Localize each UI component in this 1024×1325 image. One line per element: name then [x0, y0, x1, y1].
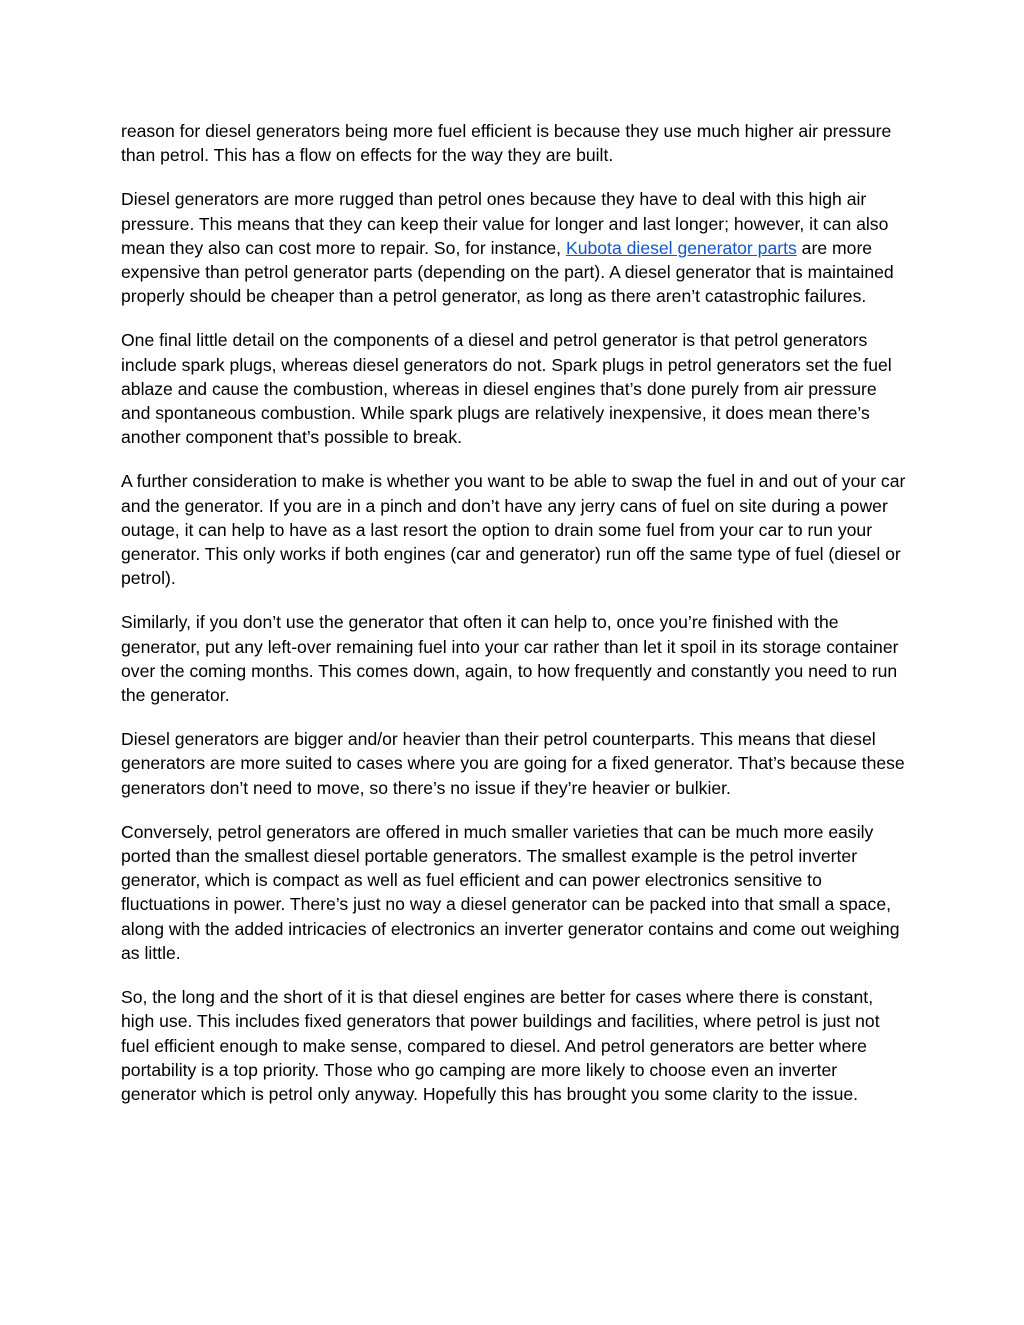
- paragraph-conclusion: So, the long and the short of it is that diesel engines are better for cases where there is constant, high use. This includes fixed generators that power buildings and facilities, where petrol is just not fuel efficient enough to make sense, compared to diesel. And petrol generators are better where portability is a top priority. Those who go camping are more likely to choose even an inverter generator which is petrol only anyway. Hopefully this has brought you some clarity to the issue.: [121, 987, 880, 1104]
- kubota-parts-link[interactable]: Kubota diesel generator parts: [565, 237, 797, 258]
- paragraph-ruggedness-text-end: are more expensive than petrol generator parts (depending on the part). A diesel generator that is maintained properly should be cheaper than a petrol generator, as long as there aren’t catastrophic failures.: [121, 237, 894, 307]
- paragraph-spark-plugs: One final little detail on the components of a diesel and petrol generator is that petrol generators include spark plugs, whereas diesel generators do not. Spark plugs in petrol generators set the fuel ablaze and cause the combustion, whereas in diesel engines that’s done purely from air pressure and spontaneous combustion. While spark plugs are relatively inexpensive, it does mean there’s another component that’s possible to break.: [121, 330, 892, 448]
- paragraph-portability: Conversely, petrol generators are offered in much smaller varieties that can be much more easily ported than the smallest diesel portable generators. The smallest example is the petrol inverter generator, which is compact as well as fuel efficient and can power electronics sensitive to fluctuations in power. There’s just no way a diesel generator can be packed into that small a space, along with the added intricacies of electronics an inverter generator contains and come out weighing as little.: [121, 821, 900, 963]
- paragraph-leftover-fuel: Similarly, if you don’t use the generator that often it can help to, once you’re finished with the generator, put any left-over remaining fuel into your car rather than let it spoil in its storage container over the coming months. This comes down, again, to how frequently and constantly you need to run the generator.: [121, 612, 899, 706]
- paragraph-fuel-efficiency: reason for diesel generators being more fuel efficient is because they use much higher air pressure than petrol. This has a flow on effects for the way they are built.: [121, 121, 892, 166]
- paragraph-ruggedness: [121, 187, 907, 308]
- paragraph-fuel-swap: A further consideration to make is whether you want to be able to swap the fuel in and out of your car and the generator. If you are in a pinch and don’t have any jerry cans of fuel on site during a power outage, it can help to have as a last resort the option to drain some fuel from your car to run your generator. This only works if both engines (car and generator) run off the same type of fuel (diesel or petrol).: [121, 471, 906, 589]
- document-page: [121, 119, 907, 1126]
- paragraph-size-weight: Diesel generators are bigger and/or heavier than their petrol counterparts. This means that diesel generators are more suited to cases where you are going for a fixed generator. That’s because these generators don’t need to move, so there’s no issue if they’re heavier or bulkier.: [121, 729, 905, 798]
- paragraph-ruggedness-text-start: Diesel generators are more rugged than petrol ones because they have to deal with this high air pressure. This means that they can keep their value for longer and last longer; however, it can also mean they also can cost more to repair. So, for instance,: [121, 189, 889, 258]
